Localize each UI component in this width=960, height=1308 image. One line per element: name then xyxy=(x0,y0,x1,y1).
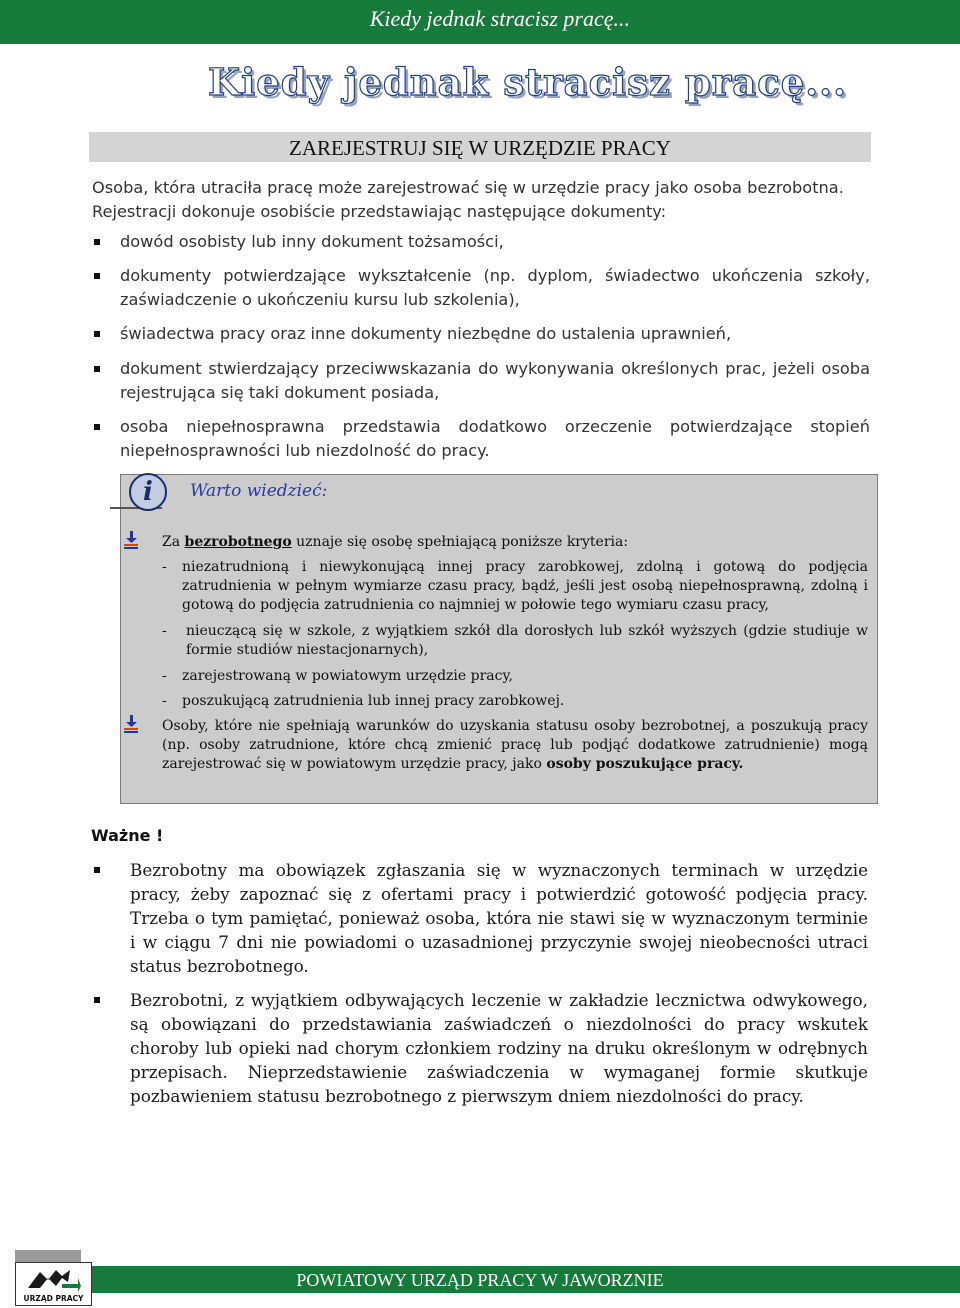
office-name: POWIATOWY URZĄD PRACY W JAWORZNIE xyxy=(296,1270,664,1290)
list-item: osoba niepełnosprawna przedstawia dodatkowo orzeczenie potwierdzające stopień niepełnosprawności lub niezdolność do pracy. xyxy=(92,415,870,463)
square-bullet-icon xyxy=(94,331,100,337)
list-item: dokumenty potwierdzające wykształcenie (np. dyplom, świadectwo ukończenia szkoły, zaświadczenie o ukończeniu kursu lub szkolenia), xyxy=(92,264,870,312)
square-bullet-icon xyxy=(94,997,100,1003)
square-bullet-icon xyxy=(94,366,100,372)
criteria-intro: Za bezrobotnego uznaje się osobę spełniającą poniższe kryteria: xyxy=(162,534,629,550)
criteria-item: - poszukującą zatrudnienia lub innej pracy zarobkowej. xyxy=(162,693,565,709)
job-seekers-note: Osoby, które nie spełniają warunków do uzyskania statusu osoby bezrobotnej, a poszukują pracy (np. osoby zatrudnione, które chcą zmienić pracę lub podjąć dodatkowe zatrudnienie) mogą zarejestrować się w powiatowym urzędzie pracy, jako osoby poszukujące pracy. xyxy=(162,718,868,772)
list-item: dokument stwierdzający przeciwwskazania do wykonywania określonych prac, jeżeli osoba rejestrująca się taki dokument posiada, xyxy=(92,357,870,405)
logo-text: URZĄD PRACY xyxy=(23,1294,84,1303)
documents-list xyxy=(92,230,870,463)
criteria-item: - niezatrudnioną i niewykonującą innej pracy zarobkowej, zdolną i gotową do podjęcia zatrudnienia w pełnym wymiarze czasu pracy, bądź, jeśli jest osobą niepełnosprawną, zdolną i gotową do podjęcia zatrudnienia co najmniej w połowie tego wymiaru czasu pracy, xyxy=(162,559,868,613)
list-item: świadectwa pracy oraz inne dokumenty niezbędne do ustalenia uprawnień, xyxy=(92,322,870,346)
info-icon: i xyxy=(129,473,167,511)
square-bullet-icon xyxy=(94,867,100,873)
important-list xyxy=(92,858,868,1108)
criteria-item: - zarejestrowaną w powiatowym urzędzie pracy, xyxy=(162,668,513,684)
arrow-bullet-icon xyxy=(124,531,138,549)
arrow-bullet-icon xyxy=(124,715,138,733)
list-item: dowód osobisty lub inny dokument tożsamości, xyxy=(92,230,870,254)
logo-arrow-icon xyxy=(26,1266,81,1292)
section-heading-bar xyxy=(89,132,871,162)
header-bar xyxy=(0,0,960,44)
intro-paragraph: Osoba, która utraciła pracę może zarejestrować się w urzędzie pracy jako osoba bezrobotna. Rejestracji dokonuje osobiście przedstawiając następujące dokumenty: xyxy=(92,178,844,221)
important-label: Ważne ! xyxy=(91,826,164,845)
section-heading: ZAREJESTRUJ SIĘ W URZĘDZIE PRACY xyxy=(289,136,671,160)
info-heading: Warto wiedzieć: xyxy=(190,481,328,501)
footer-bar xyxy=(90,1266,960,1293)
running-title: Kiedy jednak stracisz pracę... xyxy=(369,6,630,31)
list-item: Bezrobotni, z wyjątkiem odbywających leczenie w zakładzie lecznictwa odwykowego, są obowiązani do przedstawiania zaświadczeń o niezdolności do pracy wskutek choroby lub opieki nad chorym członkiem rodziny na druku określonym w odrębnych przepisach. Nieprzedstawienie zaświadczenia w wymaganej formie skutkuje pozbawieniem statusu bezrobotnego z pierwszym dniem niezdolności do pracy. xyxy=(92,988,868,1108)
square-bullet-icon xyxy=(94,424,100,430)
criteria-item: - nieuczącą się w szkole, z wyjątkiem szkół dla dorosłych lub szkół wyższych (gdzie studiuje w formie studiów niestacjonarnych), xyxy=(162,623,868,658)
square-bullet-icon xyxy=(94,239,100,245)
square-bullet-icon xyxy=(94,273,100,279)
list-item: Bezrobotny ma obowiązek zgłaszania się w wyznaczonych terminach w urzędzie pracy, żeby zapoznać się z ofertami pracy i potwierdzić gotowość podjęcia pracy. Trzeba o tym pamiętać, ponieważ osoba, która nie stawi się w wyznaczonym terminie i w ciągu 7 dni nie powiadomi o uzasadnionej przyczynie swojej nieobecności utraci status bezrobotnego. xyxy=(92,858,868,978)
page-title: Kiedy jednak stracisz pracę... xyxy=(208,60,847,104)
urzad-pracy-logo xyxy=(15,1262,92,1306)
